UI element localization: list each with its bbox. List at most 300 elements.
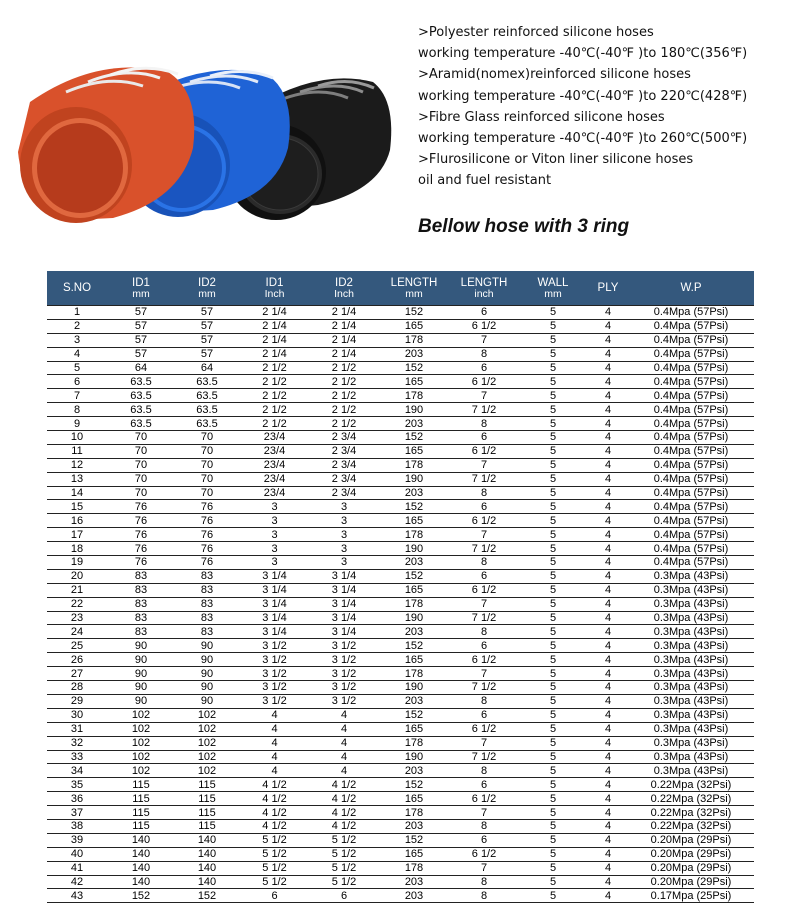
table-cell: 0.3Mpa (43Psi) (628, 764, 754, 778)
table-header (47, 271, 754, 306)
table-cell: 3 (239, 500, 310, 514)
table-cell: 4 (588, 597, 628, 611)
table-cell: 90 (175, 694, 239, 708)
table-cell: 37 (47, 806, 107, 820)
table-cell: 140 (107, 847, 175, 861)
spec-table (47, 271, 754, 903)
table-cell: 8 (450, 819, 518, 833)
table-cell: 63.5 (175, 375, 239, 389)
table-cell: 5 (518, 389, 588, 403)
table-cell: 70 (107, 472, 175, 486)
table-cell: 5 (518, 708, 588, 722)
table-cell: 10 (47, 431, 107, 445)
table-cell: 2 1/4 (310, 347, 378, 361)
bellow-hoses-illustration (18, 30, 403, 235)
table-cell: 5 (518, 556, 588, 570)
table-cell: 8 (450, 347, 518, 361)
table-cell: 26 (47, 653, 107, 667)
table-cell: 5 1/2 (239, 861, 310, 875)
table-cell: 5 (518, 875, 588, 889)
table-cell: 3 (310, 528, 378, 542)
table-cell: 0.3Mpa (43Psi) (628, 750, 754, 764)
table-cell: 3 1/2 (239, 653, 310, 667)
table-cell: 102 (107, 764, 175, 778)
table-cell: 4 (588, 486, 628, 500)
table-cell: 4 (588, 889, 628, 903)
table-cell: 190 (378, 681, 450, 695)
table-cell: 6 1/2 (450, 444, 518, 458)
table-cell: 27 (47, 667, 107, 681)
table-cell: 5 1/2 (310, 847, 378, 861)
table-cell: 5 (518, 639, 588, 653)
table-cell: 203 (378, 764, 450, 778)
table-cell: 4 (588, 500, 628, 514)
table-cell: 2 1/2 (239, 375, 310, 389)
table-cell: 0.20Mpa (29Psi) (628, 833, 754, 847)
table-cell: 4 (588, 403, 628, 417)
table-cell: 5 (518, 764, 588, 778)
table-cell: 0.3Mpa (43Psi) (628, 625, 754, 639)
table-cell: 0.4Mpa (57Psi) (628, 444, 754, 458)
table-cell: 30 (47, 708, 107, 722)
table-cell: 64 (175, 361, 239, 375)
table-cell: 102 (107, 736, 175, 750)
table-cell: 5 1/2 (239, 875, 310, 889)
table-cell: 178 (378, 861, 450, 875)
table-row (47, 361, 754, 375)
table-cell: 15 (47, 500, 107, 514)
product-photo (18, 30, 403, 235)
table-cell: 7 1/2 (450, 611, 518, 625)
table-cell: 20 (47, 569, 107, 583)
table-cell: 57 (175, 306, 239, 320)
table-cell: 2 1/4 (310, 333, 378, 347)
table-cell: 5 1/2 (239, 847, 310, 861)
table-cell: 8 (47, 403, 107, 417)
table-row (47, 833, 754, 847)
table-cell: 0.4Mpa (57Psi) (628, 417, 754, 431)
table-cell: 4 (239, 708, 310, 722)
table-cell: 7 1/2 (450, 542, 518, 556)
table-cell: 5 (518, 361, 588, 375)
table-cell: 83 (175, 583, 239, 597)
table-cell: 0.4Mpa (57Psi) (628, 333, 754, 347)
table-cell: 7 (450, 333, 518, 347)
table-cell: 2 1/4 (239, 347, 310, 361)
table-cell: 115 (175, 806, 239, 820)
table-cell: 5 (518, 333, 588, 347)
table-cell: 0.4Mpa (57Psi) (628, 542, 754, 556)
table-cell: 57 (107, 319, 175, 333)
table-cell: 5 (518, 833, 588, 847)
table-cell: 140 (175, 847, 239, 861)
table-cell: 115 (107, 778, 175, 792)
table-cell: 70 (175, 444, 239, 458)
table-cell: 64 (107, 361, 175, 375)
table-cell: 6 1/2 (450, 847, 518, 861)
table-row (47, 389, 754, 403)
table-cell: 90 (107, 681, 175, 695)
table-cell: 4 (588, 556, 628, 570)
table-cell: 4 1/2 (310, 792, 378, 806)
table-cell: 5 (47, 361, 107, 375)
table-cell: 4 (588, 708, 628, 722)
table-cell: 4 (588, 694, 628, 708)
table-cell: 4 (588, 625, 628, 639)
table-cell: 3 1/2 (239, 667, 310, 681)
table-cell: 7 1/2 (450, 472, 518, 486)
table-cell: 6 1/2 (450, 319, 518, 333)
table-cell: 0.3Mpa (43Psi) (628, 681, 754, 695)
table-cell: 5 (518, 375, 588, 389)
table-cell: 35 (47, 778, 107, 792)
column-header (175, 271, 239, 306)
table-cell: 23 (47, 611, 107, 625)
table-cell: 140 (107, 861, 175, 875)
feature-line: working temperature -40℃(-40℉ )to 220℃(428℉) (418, 88, 748, 104)
table-row (47, 792, 754, 806)
column-header (310, 271, 378, 306)
table-cell: 4 (588, 833, 628, 847)
table-row (47, 639, 754, 653)
table-cell: 2 3/4 (310, 458, 378, 472)
table-cell: 76 (175, 500, 239, 514)
table-cell: 5 (518, 500, 588, 514)
table-cell: 63.5 (107, 417, 175, 431)
table-cell: 57 (107, 347, 175, 361)
table-cell: 4 (588, 417, 628, 431)
table-cell: 203 (378, 486, 450, 500)
table-row (47, 569, 754, 583)
table-cell: 90 (107, 653, 175, 667)
table-cell: 6 (450, 361, 518, 375)
table-cell: 165 (378, 375, 450, 389)
table-cell: 7 1/2 (450, 681, 518, 695)
table-cell: 57 (175, 333, 239, 347)
column-header-label: ID1 (132, 277, 150, 289)
table-cell: 4 (588, 306, 628, 320)
table-row (47, 806, 754, 820)
table-cell: 5 (518, 569, 588, 583)
column-header-label: ID2 (198, 277, 216, 289)
table-cell: 2 3/4 (310, 472, 378, 486)
table-cell: 0.3Mpa (43Psi) (628, 569, 754, 583)
table-cell: 0.4Mpa (57Psi) (628, 347, 754, 361)
table-cell: 4 1/2 (239, 778, 310, 792)
table-cell: 63.5 (107, 403, 175, 417)
table-cell: 3 1/2 (310, 681, 378, 695)
table-body (47, 306, 754, 903)
table-cell: 190 (378, 611, 450, 625)
table-cell: 63.5 (107, 389, 175, 403)
table-cell: 43 (47, 889, 107, 903)
table-cell: 5 (518, 625, 588, 639)
table-cell: 178 (378, 667, 450, 681)
table-cell: 0.3Mpa (43Psi) (628, 597, 754, 611)
table-row (47, 847, 754, 861)
table-cell: 178 (378, 597, 450, 611)
column-header-unit: mm (198, 288, 216, 300)
table-cell: 5 (518, 792, 588, 806)
table-cell: 83 (175, 569, 239, 583)
table-cell: 29 (47, 694, 107, 708)
column-header-label: W.P (680, 282, 702, 294)
table-cell: 14 (47, 486, 107, 500)
table-cell: 0.4Mpa (57Psi) (628, 403, 754, 417)
table-cell: 165 (378, 444, 450, 458)
column-header-label: LENGTH (390, 277, 438, 289)
table-cell: 4 (588, 431, 628, 445)
table-cell: 90 (175, 667, 239, 681)
table-cell: 3 1/2 (310, 667, 378, 681)
table-cell: 4 (239, 736, 310, 750)
table-cell: 63.5 (175, 389, 239, 403)
table-cell: 32 (47, 736, 107, 750)
table-cell: 203 (378, 819, 450, 833)
table-cell: 2 1/2 (239, 417, 310, 431)
table-cell: 8 (450, 417, 518, 431)
column-header-label: LENGTH (460, 277, 508, 289)
column-header-label: WALL (537, 277, 569, 289)
table-cell: 6 1/2 (450, 583, 518, 597)
table-cell: 6 (450, 306, 518, 320)
table-row (47, 500, 754, 514)
table-cell: 3 1/4 (239, 583, 310, 597)
table-cell: 0.3Mpa (43Psi) (628, 736, 754, 750)
table-cell: 0.3Mpa (43Psi) (628, 653, 754, 667)
table-cell: 83 (107, 569, 175, 583)
table-cell: 2 1/2 (310, 403, 378, 417)
table-cell: 152 (378, 306, 450, 320)
table-cell: 7 1/2 (450, 403, 518, 417)
table-cell: 5 (518, 514, 588, 528)
table-cell: 6 (450, 708, 518, 722)
table-cell: 4 (588, 722, 628, 736)
table-cell: 42 (47, 875, 107, 889)
table-cell: 4 (588, 333, 628, 347)
table-cell: 2 1/2 (239, 389, 310, 403)
table-cell: 190 (378, 403, 450, 417)
table-cell: 6 (450, 833, 518, 847)
table-cell: 3 1/4 (310, 569, 378, 583)
table-cell: 2 1/4 (310, 306, 378, 320)
table-row (47, 722, 754, 736)
table-cell: 39 (47, 833, 107, 847)
table-cell: 203 (378, 694, 450, 708)
table-cell: 102 (175, 708, 239, 722)
table-row (47, 736, 754, 750)
table-cell: 102 (107, 750, 175, 764)
column-header-unit: mm (405, 288, 423, 300)
column-header-unit: inch (474, 288, 494, 300)
table-cell: 23/4 (239, 458, 310, 472)
column-header (239, 271, 310, 306)
table-cell: 4 (588, 847, 628, 861)
table-cell: 5 (518, 750, 588, 764)
table-row (47, 375, 754, 389)
table-cell: 3 1/4 (310, 625, 378, 639)
table-cell: 2 3/4 (310, 444, 378, 458)
table-cell: 36 (47, 792, 107, 806)
table-cell: 102 (175, 764, 239, 778)
table-cell: 70 (175, 458, 239, 472)
table-cell: 190 (378, 542, 450, 556)
table-cell: 203 (378, 625, 450, 639)
table-cell: 190 (378, 472, 450, 486)
column-header (450, 271, 518, 306)
feature-line: >Flurosilicone or Viton liner silicone hoses (418, 152, 694, 168)
table-cell: 5 (518, 597, 588, 611)
table-cell: 3 1/4 (239, 625, 310, 639)
table-cell: 0.4Mpa (57Psi) (628, 472, 754, 486)
table-cell: 70 (107, 444, 175, 458)
table-cell: 6 (450, 431, 518, 445)
table-cell: 203 (378, 889, 450, 903)
table-cell: 90 (107, 667, 175, 681)
table-cell: 5 (518, 653, 588, 667)
feature-line: >Fibre Glass reinforced silicone hoses (418, 109, 665, 125)
table-cell: 165 (378, 583, 450, 597)
table-cell: 3 (310, 542, 378, 556)
table-cell: 7 (450, 528, 518, 542)
table-cell: 6 (450, 500, 518, 514)
table-cell: 0.4Mpa (57Psi) (628, 486, 754, 500)
table-cell: 70 (107, 458, 175, 472)
table-cell: 8 (450, 625, 518, 639)
table-cell: 4 (310, 764, 378, 778)
table-cell: 4 1/2 (239, 806, 310, 820)
table-cell: 76 (107, 500, 175, 514)
table-cell: 6 (450, 778, 518, 792)
table-cell: 90 (175, 653, 239, 667)
table-row (47, 597, 754, 611)
table-cell: 3 (239, 514, 310, 528)
table-cell: 0.17Mpa (25Psi) (628, 889, 754, 903)
table-cell: 0.3Mpa (43Psi) (628, 639, 754, 653)
table-cell: 5 (518, 583, 588, 597)
table-cell: 115 (175, 778, 239, 792)
table-row (47, 611, 754, 625)
table-cell: 7 (450, 861, 518, 875)
table-cell: 4 (310, 722, 378, 736)
table-row (47, 306, 754, 320)
table-cell: 5 (518, 542, 588, 556)
table-cell: 4 (588, 792, 628, 806)
table-cell: 1 (47, 306, 107, 320)
table-cell: 4 (239, 750, 310, 764)
table-cell: 152 (378, 500, 450, 514)
table-cell: 6 (47, 375, 107, 389)
table-cell: 0.4Mpa (57Psi) (628, 319, 754, 333)
table-cell: 4 1/2 (310, 819, 378, 833)
table-cell: 0.3Mpa (43Psi) (628, 611, 754, 625)
table-cell: 23/4 (239, 431, 310, 445)
table-cell: 76 (175, 528, 239, 542)
table-row (47, 542, 754, 556)
table-cell: 178 (378, 333, 450, 347)
table-cell: 0.4Mpa (57Psi) (628, 389, 754, 403)
table-cell: 4 1/2 (310, 778, 378, 792)
table-cell: 76 (107, 542, 175, 556)
table-cell: 9 (47, 417, 107, 431)
table-cell: 140 (175, 833, 239, 847)
table-row (47, 708, 754, 722)
table-row (47, 556, 754, 570)
column-header-unit: Inch (334, 288, 354, 300)
table-cell: 152 (378, 639, 450, 653)
table-cell: 3 1/4 (239, 597, 310, 611)
table-cell: 63.5 (107, 375, 175, 389)
table-cell: 5 (518, 806, 588, 820)
table-cell: 3 (310, 556, 378, 570)
table-cell: 83 (175, 611, 239, 625)
table-cell: 31 (47, 722, 107, 736)
table-cell: 165 (378, 722, 450, 736)
table-cell: 152 (378, 569, 450, 583)
table-cell: 4 (47, 347, 107, 361)
table-row (47, 889, 754, 903)
table-cell: 0.3Mpa (43Psi) (628, 708, 754, 722)
table-cell: 2 1/2 (310, 375, 378, 389)
table-cell: 76 (107, 528, 175, 542)
table-cell: 165 (378, 847, 450, 861)
table-cell: 2 1/2 (310, 389, 378, 403)
table-cell: 3 (310, 500, 378, 514)
table-cell: 4 (588, 528, 628, 542)
table-cell: 2 1/4 (239, 333, 310, 347)
table-cell: 8 (450, 875, 518, 889)
table-cell: 165 (378, 653, 450, 667)
header-row (47, 271, 754, 306)
table-cell: 83 (175, 625, 239, 639)
table-cell: 5 (518, 458, 588, 472)
table-cell: 5 (518, 889, 588, 903)
column-header-unit: mm (132, 288, 150, 300)
column-header-unit: mm (544, 288, 562, 300)
table-cell: 3 1/4 (310, 611, 378, 625)
table-cell: 4 (588, 875, 628, 889)
column-header-label: ID1 (265, 277, 284, 289)
table-cell: 4 (588, 778, 628, 792)
table-row (47, 778, 754, 792)
table-cell: 8 (450, 694, 518, 708)
table-cell: 6 1/2 (450, 792, 518, 806)
table-row (47, 514, 754, 528)
table-row (47, 861, 754, 875)
table-cell: 5 (518, 306, 588, 320)
table-cell: 5 1/2 (310, 861, 378, 875)
table-cell: 76 (175, 514, 239, 528)
table-cell: 0.22Mpa (32Psi) (628, 806, 754, 820)
feature-line: >Polyester reinforced silicone hoses (418, 25, 654, 40)
table-cell: 140 (107, 833, 175, 847)
table-cell: 102 (107, 722, 175, 736)
table-cell: 4 (588, 583, 628, 597)
table-cell: 115 (175, 819, 239, 833)
table-cell: 6 (450, 639, 518, 653)
table-row (47, 694, 754, 708)
table-cell: 63.5 (175, 417, 239, 431)
table-cell: 3 (239, 528, 310, 542)
table-row (47, 667, 754, 681)
table-cell: 4 (588, 347, 628, 361)
feature-line: oil and fuel resistant (418, 173, 552, 189)
table-cell: 4 (588, 389, 628, 403)
table-cell: 70 (175, 486, 239, 500)
table-cell: 41 (47, 861, 107, 875)
table-cell: 83 (107, 611, 175, 625)
table-cell: 22 (47, 597, 107, 611)
